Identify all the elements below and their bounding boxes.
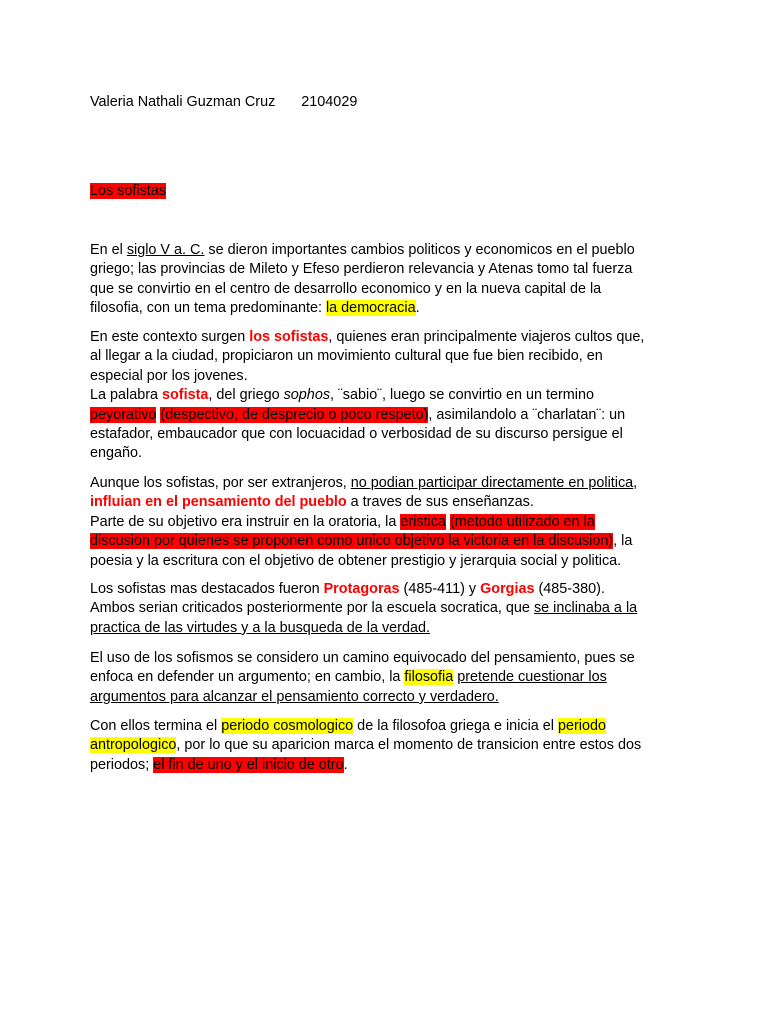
title-text: Los sofistas bbox=[90, 183, 166, 199]
red-bold-text: Gorgias bbox=[480, 581, 535, 597]
red-bold-text: Protagoras bbox=[323, 581, 400, 597]
yellow-highlight: periodo cosmologico bbox=[221, 718, 354, 734]
document-title bbox=[90, 182, 680, 201]
text-run: La palabra bbox=[90, 387, 163, 404]
underlined-text: pretende cuestionar los bbox=[457, 669, 607, 686]
text-line: poesia y la escritura con el objetivo de obtener prestigio y jerarquia social y politica. bbox=[90, 552, 622, 569]
text-line: especial por los jovenes. bbox=[90, 367, 248, 384]
text-line: El uso de los sofismos se considero un camino equivocado del pensamiento, pues se bbox=[90, 650, 635, 666]
document-header bbox=[90, 93, 680, 112]
paragraph-4 bbox=[90, 580, 680, 638]
text-run: periodos; bbox=[90, 756, 154, 773]
underlined-text: practica de las virtudes y a la busqueda de la verdad. bbox=[90, 619, 430, 636]
italic-text: sophos bbox=[283, 387, 331, 404]
text-line: que se convirtio en el centro de desarrollo economico y en la nueva capital de la bbox=[90, 280, 602, 297]
yellow-highlight: filosofia bbox=[404, 669, 454, 686]
red-highlight: (metodo utilizado en la bbox=[449, 513, 595, 530]
paragraph-3 bbox=[90, 474, 680, 571]
yellow-highlight: periodo bbox=[557, 718, 606, 734]
red-highlight: eristica bbox=[400, 513, 446, 530]
red-highlight: el fin de uno y el inicio de otro bbox=[153, 756, 344, 773]
text-run: , por lo que su aparicion marca el momento de transicion entre estos dos bbox=[176, 737, 642, 754]
text-run: a traves de sus enseñanzas. bbox=[346, 494, 534, 511]
text-run: Los sofistas mas destacados fueron bbox=[90, 581, 324, 597]
yellow-highlight: antropologico bbox=[90, 737, 177, 754]
text-run: . bbox=[415, 300, 420, 317]
student-id: 2104029 bbox=[301, 94, 358, 110]
text-run: (485-411) y bbox=[399, 581, 481, 597]
text-run: Ambos serian criticados posteriormente por la escuela socratica, que bbox=[90, 600, 534, 617]
text-run: , bbox=[633, 475, 638, 491]
text-run: Aunque los sofistas, por ser extranjeros, bbox=[90, 475, 351, 491]
underlined-text: argumentos para alcanzar el pensamiento correcto y verdadero. bbox=[90, 688, 499, 705]
text-run: se dieron importantes cambios politicos y economicos en el pueblo bbox=[204, 242, 635, 258]
text-run: , la bbox=[613, 533, 633, 550]
text-line: al llegar a la ciudad, propiciaron un movimiento cultural que fue bien recibido, en bbox=[90, 348, 603, 365]
text-run: Con ellos termina el bbox=[90, 718, 222, 734]
underlined-text: siglo V a. C. bbox=[126, 242, 205, 258]
text-run: En el bbox=[90, 242, 127, 258]
paragraph-5 bbox=[90, 649, 680, 707]
text-run: (485-380). bbox=[534, 581, 605, 597]
text-run: filosofia, con un tema predominante: bbox=[90, 300, 326, 317]
text-run: En este contexto surgen bbox=[90, 329, 250, 345]
underlined-text: se inclinaba a la bbox=[533, 600, 638, 617]
red-bold-text: sofista bbox=[162, 387, 209, 404]
text-line: griego; las provincias de Mileto y Efeso perdieron relevancia y Atenas tomo tal fuerza bbox=[90, 261, 633, 278]
text-line: engaño. bbox=[90, 445, 143, 462]
text-run: enfoca en defender un argumento; en cambio, la bbox=[90, 669, 405, 686]
text-run: , asimilandolo a ¨charlatan¨: un bbox=[428, 406, 626, 423]
red-highlight: (despectivo, de desprecio o poco respeto) bbox=[160, 406, 429, 423]
text-run: , ¨sabio¨, luego se convirtio en un termino bbox=[330, 387, 594, 404]
red-highlight: discusion por quienes se proponen como unico objetivo la victoria en la discusion) bbox=[90, 533, 614, 550]
text-run: Parte de su objetivo era instruir en la oratoria, la bbox=[90, 513, 401, 530]
text-run: . bbox=[343, 756, 348, 773]
text-run: , del griego bbox=[208, 387, 284, 404]
paragraph-1 bbox=[90, 241, 680, 319]
text-run: de la filosofoa griega e inicia el bbox=[353, 718, 558, 734]
text-run: , quienes eran principalmente viajeros cultos que, bbox=[328, 329, 645, 345]
red-highlight: peyorativo bbox=[90, 406, 157, 423]
red-bold-text: los sofistas bbox=[249, 329, 329, 345]
paragraph-6 bbox=[90, 717, 680, 775]
yellow-highlight: la democracia bbox=[325, 300, 416, 317]
author-name: Valeria Nathali Guzman Cruz bbox=[90, 94, 276, 110]
paragraph-2 bbox=[90, 328, 680, 464]
text-line: estafador, embaucador que con locuacidad o verbosidad de su discurso persigue el bbox=[90, 426, 623, 443]
red-bold-text: influian en el pensamiento del pueblo bbox=[90, 494, 347, 511]
underlined-text: no podian participar directamente en politica bbox=[350, 475, 634, 491]
